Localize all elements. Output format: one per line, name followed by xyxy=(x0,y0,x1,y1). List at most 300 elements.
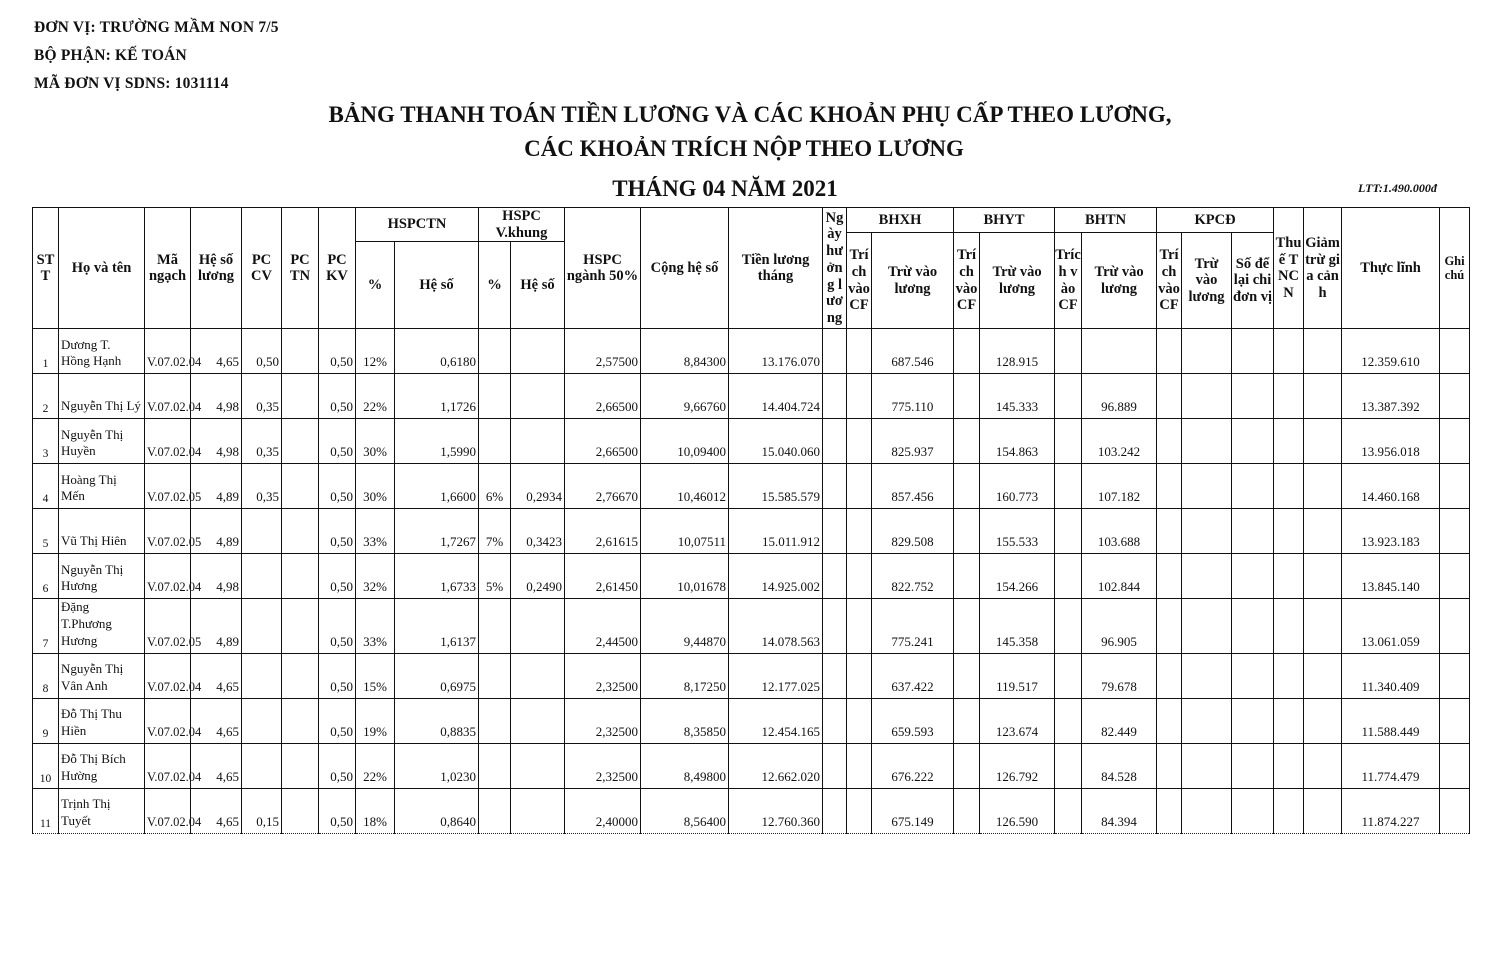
cell-tn_hs: 1,7267 xyxy=(395,509,479,554)
cell-empty xyxy=(1304,654,1342,699)
cell-empty xyxy=(1440,654,1470,699)
cell-vk_hs xyxy=(511,329,565,374)
cell-empty xyxy=(1157,789,1182,834)
cell-pctn xyxy=(282,789,319,834)
cell-tn_pct: 18% xyxy=(356,789,395,834)
cell-name: Nguyễn Thị Huyền xyxy=(59,419,145,464)
header-vk-pct: % xyxy=(479,242,511,329)
cell-pccv: 0,35 xyxy=(242,374,282,419)
cell-name: Nguyễn Thị Lý xyxy=(59,374,145,419)
cell-stt: 9 xyxy=(33,699,59,744)
cell-stt: 4 xyxy=(33,464,59,509)
cell-bhtn: 102.844 xyxy=(1082,554,1157,599)
cell-bhtn: 103.242 xyxy=(1082,419,1157,464)
cell-vk_pct xyxy=(479,419,511,464)
cell-empty xyxy=(1440,699,1470,744)
cell-empty xyxy=(1232,509,1274,554)
table-row xyxy=(33,599,1470,654)
cell-tien: 12.177.025 xyxy=(729,654,823,699)
cell-empty xyxy=(1182,699,1232,744)
cell-vk_pct xyxy=(479,654,511,699)
cell-stt: 10 xyxy=(33,744,59,789)
cell-empty xyxy=(1304,509,1342,554)
cell-empty xyxy=(954,509,980,554)
cell-hsl: 4,98 xyxy=(191,419,242,464)
cell-thuc_linh: 13.061.059 xyxy=(1342,599,1440,654)
cell-empty xyxy=(1157,374,1182,419)
cell-empty xyxy=(1304,789,1342,834)
cell-empty xyxy=(1304,554,1342,599)
cell-pccv xyxy=(242,554,282,599)
cell-tn_hs: 0,6180 xyxy=(395,329,479,374)
cell-thuc_linh: 11.340.409 xyxy=(1342,654,1440,699)
header-bhyt-deduct: Trừ vào lương xyxy=(980,233,1055,329)
cell-empty xyxy=(1157,599,1182,654)
cell-pccv xyxy=(242,509,282,554)
cell-pctn xyxy=(282,509,319,554)
cell-vk_hs xyxy=(511,744,565,789)
cell-empty xyxy=(1232,419,1274,464)
cell-tien: 15.040.060 xyxy=(729,419,823,464)
header-net-pay: Thực lĩnh xyxy=(1342,208,1440,329)
cell-tien: 12.760.360 xyxy=(729,789,823,834)
cell-vk_hs: 0,3423 xyxy=(511,509,565,554)
cell-tien: 15.585.579 xyxy=(729,464,823,509)
cell-ngach: V.07.02.04 xyxy=(145,744,191,789)
header-pckv: PC KV xyxy=(319,208,356,329)
cell-tn_pct: 19% xyxy=(356,699,395,744)
cell-pctn xyxy=(282,599,319,654)
cell-vk_hs xyxy=(511,699,565,744)
cell-empty xyxy=(847,789,872,834)
cell-cong: 8,17250 xyxy=(641,654,729,699)
cell-empty xyxy=(954,419,980,464)
cell-nganh: 2,40000 xyxy=(565,789,641,834)
cell-vk_hs xyxy=(511,374,565,419)
cell-tien: 14.078.563 xyxy=(729,599,823,654)
cell-empty xyxy=(1055,744,1082,789)
cell-empty xyxy=(847,329,872,374)
cell-empty xyxy=(847,509,872,554)
cell-bhyt: 154.863 xyxy=(980,419,1055,464)
cell-empty xyxy=(1440,789,1470,834)
cell-empty xyxy=(1055,699,1082,744)
cell-empty xyxy=(823,374,847,419)
cell-empty xyxy=(1182,744,1232,789)
cell-ngach: V.07.02.05 xyxy=(145,599,191,654)
cell-tien: 14.925.002 xyxy=(729,554,823,599)
cell-pckv: 0,50 xyxy=(319,419,356,464)
cell-pctn xyxy=(282,419,319,464)
cell-empty xyxy=(1157,699,1182,744)
cell-hsl: 4,65 xyxy=(191,744,242,789)
cell-nganh: 2,66500 xyxy=(565,419,641,464)
cell-empty xyxy=(1274,554,1304,599)
cell-bhxh: 687.546 xyxy=(872,329,954,374)
table-row xyxy=(33,464,1470,509)
header-hspc-nganh: HSPC ngành 50% xyxy=(565,208,641,329)
cell-cong: 10,09400 xyxy=(641,419,729,464)
cell-tn_hs: 0,8835 xyxy=(395,699,479,744)
cell-thuc_linh: 13.923.183 xyxy=(1342,509,1440,554)
cell-bhxh: 775.110 xyxy=(872,374,954,419)
cell-tien: 12.454.165 xyxy=(729,699,823,744)
cell-cong: 10,01678 xyxy=(641,554,729,599)
cell-empty xyxy=(1440,419,1470,464)
cell-empty xyxy=(954,654,980,699)
cell-pctn xyxy=(282,654,319,699)
header-full-name: Họ và tên xyxy=(59,208,145,329)
cell-empty xyxy=(847,374,872,419)
cell-pctn xyxy=(282,699,319,744)
cell-hsl: 4,98 xyxy=(191,554,242,599)
cell-empty xyxy=(1274,509,1304,554)
header-bhtn: BHTN xyxy=(1055,208,1157,233)
cell-pccv: 0,15 xyxy=(242,789,282,834)
cell-pckv: 0,50 xyxy=(319,789,356,834)
cell-thuc_linh: 11.774.479 xyxy=(1342,744,1440,789)
cell-name: Dương T. Hồng Hạnh xyxy=(59,329,145,374)
cell-bhyt: 160.773 xyxy=(980,464,1055,509)
cell-ngach: V.07.02.04 xyxy=(145,699,191,744)
cell-empty xyxy=(1182,419,1232,464)
cell-stt: 6 xyxy=(33,554,59,599)
cell-nganh: 2,57500 xyxy=(565,329,641,374)
cell-thuc_linh: 13.387.392 xyxy=(1342,374,1440,419)
cell-bhtn: 79.678 xyxy=(1082,654,1157,699)
cell-name: Nguyễn Thị Hương xyxy=(59,554,145,599)
cell-empty xyxy=(823,654,847,699)
cell-bhyt: 155.533 xyxy=(980,509,1055,554)
cell-vk_pct xyxy=(479,374,511,419)
cell-bhtn: 96.905 xyxy=(1082,599,1157,654)
cell-empty xyxy=(1232,374,1274,419)
cell-vk_pct xyxy=(479,699,511,744)
cell-empty xyxy=(1055,374,1082,419)
cell-bhyt: 126.590 xyxy=(980,789,1055,834)
cell-empty xyxy=(1274,419,1304,464)
cell-empty xyxy=(1304,699,1342,744)
cell-empty xyxy=(1055,329,1082,374)
cell-empty xyxy=(1157,744,1182,789)
cell-empty xyxy=(823,509,847,554)
cell-empty xyxy=(954,554,980,599)
cell-stt: 11 xyxy=(33,789,59,834)
cell-empty xyxy=(823,789,847,834)
cell-empty xyxy=(1157,329,1182,374)
cell-vk_hs xyxy=(511,599,565,654)
cell-empty xyxy=(847,654,872,699)
cell-empty xyxy=(1157,509,1182,554)
cell-pckv: 0,50 xyxy=(319,374,356,419)
cell-bhxh: 825.937 xyxy=(872,419,954,464)
cell-vk_pct: 6% xyxy=(479,464,511,509)
cell-empty xyxy=(847,554,872,599)
header-paid-days: Ngày hưởng lương xyxy=(823,208,847,329)
cell-bhtn: 84.394 xyxy=(1082,789,1157,834)
cell-bhtn: 103.688 xyxy=(1082,509,1157,554)
cell-nganh: 2,66500 xyxy=(565,374,641,419)
cell-ngach: V.07.02.04 xyxy=(145,789,191,834)
table-row xyxy=(33,419,1470,464)
title-line-2: CÁC KHOẢN TRÍCH NỘP THEO LƯƠNG xyxy=(524,136,964,161)
base-salary-note: LTT:1.490.000đ xyxy=(1358,181,1437,195)
cell-empty xyxy=(1304,464,1342,509)
cell-tn_hs: 1,0230 xyxy=(395,744,479,789)
cell-empty xyxy=(1182,599,1232,654)
cell-empty xyxy=(1055,419,1082,464)
table-row xyxy=(33,789,1470,834)
cell-pckv: 0,50 xyxy=(319,464,356,509)
cell-bhyt: 126.792 xyxy=(980,744,1055,789)
cell-empty xyxy=(954,464,980,509)
cell-empty xyxy=(1440,599,1470,654)
table-row xyxy=(33,329,1470,374)
cell-bhxh: 659.593 xyxy=(872,699,954,744)
cell-pctn xyxy=(282,329,319,374)
cell-empty xyxy=(1232,599,1274,654)
header-kpcd-cf: Trích vào CF xyxy=(1157,233,1182,329)
cell-pccv xyxy=(242,654,282,699)
table-row xyxy=(33,374,1470,419)
cell-empty xyxy=(1440,554,1470,599)
cell-thuc_linh: 12.359.610 xyxy=(1342,329,1440,374)
header-grade-code: Mã ngạch xyxy=(145,208,191,329)
header-tn-coef: Hệ số xyxy=(395,242,479,329)
cell-vk_hs xyxy=(511,789,565,834)
header-hspctn: HSPCTN xyxy=(356,208,479,242)
cell-empty xyxy=(1055,654,1082,699)
header-bhyt: BHYT xyxy=(954,208,1055,233)
cell-empty xyxy=(1182,509,1232,554)
cell-nganh: 2,61450 xyxy=(565,554,641,599)
title-line-1: BẢNG THANH TOÁN TIỀN LƯƠNG VÀ CÁC KHOẢN PHỤ CẤP THEO LƯƠNG, xyxy=(328,102,1172,127)
cell-empty xyxy=(954,789,980,834)
cell-name: Trịnh Thị Tuyết xyxy=(59,789,145,834)
cell-cong: 8,84300 xyxy=(641,329,729,374)
cell-bhyt: 145.333 xyxy=(980,374,1055,419)
header-bhyt-cf: Trích vào CF xyxy=(954,233,980,329)
header-bhxh-cf: Trích vào CF xyxy=(847,233,872,329)
cell-empty xyxy=(1157,554,1182,599)
cell-empty xyxy=(954,599,980,654)
cell-hsl: 4,98 xyxy=(191,374,242,419)
cell-empty xyxy=(1274,329,1304,374)
cell-tien: 13.176.070 xyxy=(729,329,823,374)
cell-nganh: 2,44500 xyxy=(565,599,641,654)
cell-vk_hs: 0,2490 xyxy=(511,554,565,599)
cell-tn_hs: 0,8640 xyxy=(395,789,479,834)
cell-hsl: 4,89 xyxy=(191,464,242,509)
cell-bhtn: 82.449 xyxy=(1082,699,1157,744)
cell-cong: 10,46012 xyxy=(641,464,729,509)
cell-empty xyxy=(1274,464,1304,509)
header-salary-coefficient: Hệ số lương xyxy=(191,208,242,329)
header-bhxh-deduct: Trừ vào lương xyxy=(872,233,954,329)
cell-empty xyxy=(823,599,847,654)
cell-tn_hs: 1,5990 xyxy=(395,419,479,464)
cell-bhtn: 96.889 xyxy=(1082,374,1157,419)
cell-empty xyxy=(954,744,980,789)
cell-pctn xyxy=(282,744,319,789)
header-monthly-salary: Tiền lương tháng xyxy=(729,208,823,329)
cell-tien: 12.662.020 xyxy=(729,744,823,789)
cell-hsl: 4,89 xyxy=(191,599,242,654)
cell-name: Nguyễn Thị Vân Anh xyxy=(59,654,145,699)
cell-stt: 2 xyxy=(33,374,59,419)
cell-ngach: V.07.02.05 xyxy=(145,464,191,509)
cell-vk_pct xyxy=(479,789,511,834)
cell-pctn xyxy=(282,554,319,599)
cell-empty xyxy=(1232,744,1274,789)
cell-nganh: 2,32500 xyxy=(565,744,641,789)
cell-pckv: 0,50 xyxy=(319,554,356,599)
cell-empty xyxy=(1440,744,1470,789)
cell-name: Hoàng Thị Mến xyxy=(59,464,145,509)
header-kpcd-deduct: Trừ vào lương xyxy=(1182,233,1232,329)
cell-tn_pct: 30% xyxy=(356,464,395,509)
cell-empty xyxy=(1232,329,1274,374)
cell-empty xyxy=(1182,554,1232,599)
cell-nganh: 2,76670 xyxy=(565,464,641,509)
cell-stt: 5 xyxy=(33,509,59,554)
cell-pccv: 0,35 xyxy=(242,419,282,464)
cell-empty xyxy=(1440,464,1470,509)
cell-empty xyxy=(1182,654,1232,699)
cell-empty xyxy=(847,744,872,789)
cell-pctn xyxy=(282,464,319,509)
header-bhtn-deduct: Trừ vào lương xyxy=(1082,233,1157,329)
cell-empty xyxy=(1232,554,1274,599)
org-department: BỘ PHẬN: KẾ TOÁN xyxy=(34,47,187,64)
header-pccv: PC CV xyxy=(242,208,282,329)
cell-pckv: 0,50 xyxy=(319,699,356,744)
table-row xyxy=(33,744,1470,789)
org-code: MÃ ĐƠN VỊ SDNS: 1031114 xyxy=(34,75,229,92)
header-stt: STT xyxy=(33,208,59,329)
cell-empty xyxy=(1274,789,1304,834)
title-month: THÁNG 04 NĂM 2021 xyxy=(612,176,838,201)
header-family-deduction: Giảm trừ gia cảnh xyxy=(1304,208,1342,329)
cell-bhxh: 775.241 xyxy=(872,599,954,654)
cell-empty xyxy=(954,329,980,374)
cell-cong: 8,56400 xyxy=(641,789,729,834)
cell-empty xyxy=(1440,374,1470,419)
cell-empty xyxy=(847,464,872,509)
cell-ngach: V.07.02.04 xyxy=(145,374,191,419)
cell-tn_hs: 1,6137 xyxy=(395,599,479,654)
cell-tien: 14.404.724 xyxy=(729,374,823,419)
header-kpcd-retained: Số để lại chi đơn vị xyxy=(1232,233,1274,329)
cell-empty xyxy=(954,374,980,419)
cell-ngach: V.07.02.04 xyxy=(145,419,191,464)
cell-hsl: 4,89 xyxy=(191,509,242,554)
cell-empty xyxy=(1182,789,1232,834)
cell-empty xyxy=(1232,654,1274,699)
cell-name: Đặng T.Phương Hương xyxy=(59,599,145,654)
cell-nganh: 2,32500 xyxy=(565,654,641,699)
cell-pckv: 0,50 xyxy=(319,509,356,554)
cell-empty xyxy=(1182,464,1232,509)
cell-ngach: V.07.02.04 xyxy=(145,554,191,599)
cell-vk_pct xyxy=(479,744,511,789)
table-row xyxy=(33,554,1470,599)
cell-name: Đỗ Thị Thu Hiền xyxy=(59,699,145,744)
header-pctn: PC TN xyxy=(282,208,319,329)
cell-ngach: V.07.02.04 xyxy=(145,654,191,699)
header-bhxh: BHXH xyxy=(847,208,954,233)
cell-cong: 9,66760 xyxy=(641,374,729,419)
cell-pccv: 0,35 xyxy=(242,464,282,509)
cell-empty xyxy=(1274,599,1304,654)
cell-name: Đỗ Thị Bích Hường xyxy=(59,744,145,789)
cell-bhxh: 829.508 xyxy=(872,509,954,554)
cell-bhxh: 857.456 xyxy=(872,464,954,509)
cell-empty xyxy=(823,329,847,374)
cell-tn_pct: 22% xyxy=(356,744,395,789)
cell-empty xyxy=(1055,509,1082,554)
cell-empty xyxy=(1304,744,1342,789)
cell-tn_pct: 33% xyxy=(356,509,395,554)
cell-pccv: 0,50 xyxy=(242,329,282,374)
org-unit: ĐƠN VỊ: TRƯỜNG MẦM NON 7/5 xyxy=(34,19,279,36)
cell-empty xyxy=(1232,699,1274,744)
cell-hsl: 4,65 xyxy=(191,699,242,744)
cell-bhyt: 119.517 xyxy=(980,654,1055,699)
cell-pccv xyxy=(242,744,282,789)
cell-empty xyxy=(1274,744,1304,789)
cell-empty xyxy=(1304,329,1342,374)
cell-vk_pct: 7% xyxy=(479,509,511,554)
cell-vk_pct xyxy=(479,329,511,374)
cell-tn_hs: 1,6733 xyxy=(395,554,479,599)
cell-empty xyxy=(1274,654,1304,699)
cell-bhxh: 637.422 xyxy=(872,654,954,699)
cell-hsl: 4,65 xyxy=(191,329,242,374)
cell-empty xyxy=(1055,599,1082,654)
cell-empty xyxy=(847,599,872,654)
header-tn-pct: % xyxy=(356,242,395,329)
cell-cong: 9,44870 xyxy=(641,599,729,654)
table-row xyxy=(33,699,1470,744)
cell-nganh: 2,61615 xyxy=(565,509,641,554)
cell-bhyt: 128.915 xyxy=(980,329,1055,374)
cell-empty xyxy=(1440,329,1470,374)
header-pit: Thuế TNCN xyxy=(1274,208,1304,329)
cell-vk_hs: 0,2934 xyxy=(511,464,565,509)
cell-empty xyxy=(1157,419,1182,464)
cell-tn_hs: 1,6600 xyxy=(395,464,479,509)
cell-empty xyxy=(823,554,847,599)
cell-pccv xyxy=(242,699,282,744)
cell-bhtn: 107.182 xyxy=(1082,464,1157,509)
cell-empty xyxy=(1232,464,1274,509)
cell-vk_pct: 5% xyxy=(479,554,511,599)
cell-empty xyxy=(1157,654,1182,699)
header-note: Ghi chú xyxy=(1440,208,1470,329)
cell-thuc_linh: 14.460.168 xyxy=(1342,464,1440,509)
cell-empty xyxy=(823,419,847,464)
cell-bhtn xyxy=(1082,329,1157,374)
cell-stt: 1 xyxy=(33,329,59,374)
header-kpcd: KPCĐ xyxy=(1157,208,1274,233)
payroll-table xyxy=(32,207,1470,834)
cell-pctn xyxy=(282,374,319,419)
cell-thuc_linh: 13.845.140 xyxy=(1342,554,1440,599)
cell-empty xyxy=(1304,374,1342,419)
cell-thuc_linh: 13.956.018 xyxy=(1342,419,1440,464)
cell-empty xyxy=(847,699,872,744)
